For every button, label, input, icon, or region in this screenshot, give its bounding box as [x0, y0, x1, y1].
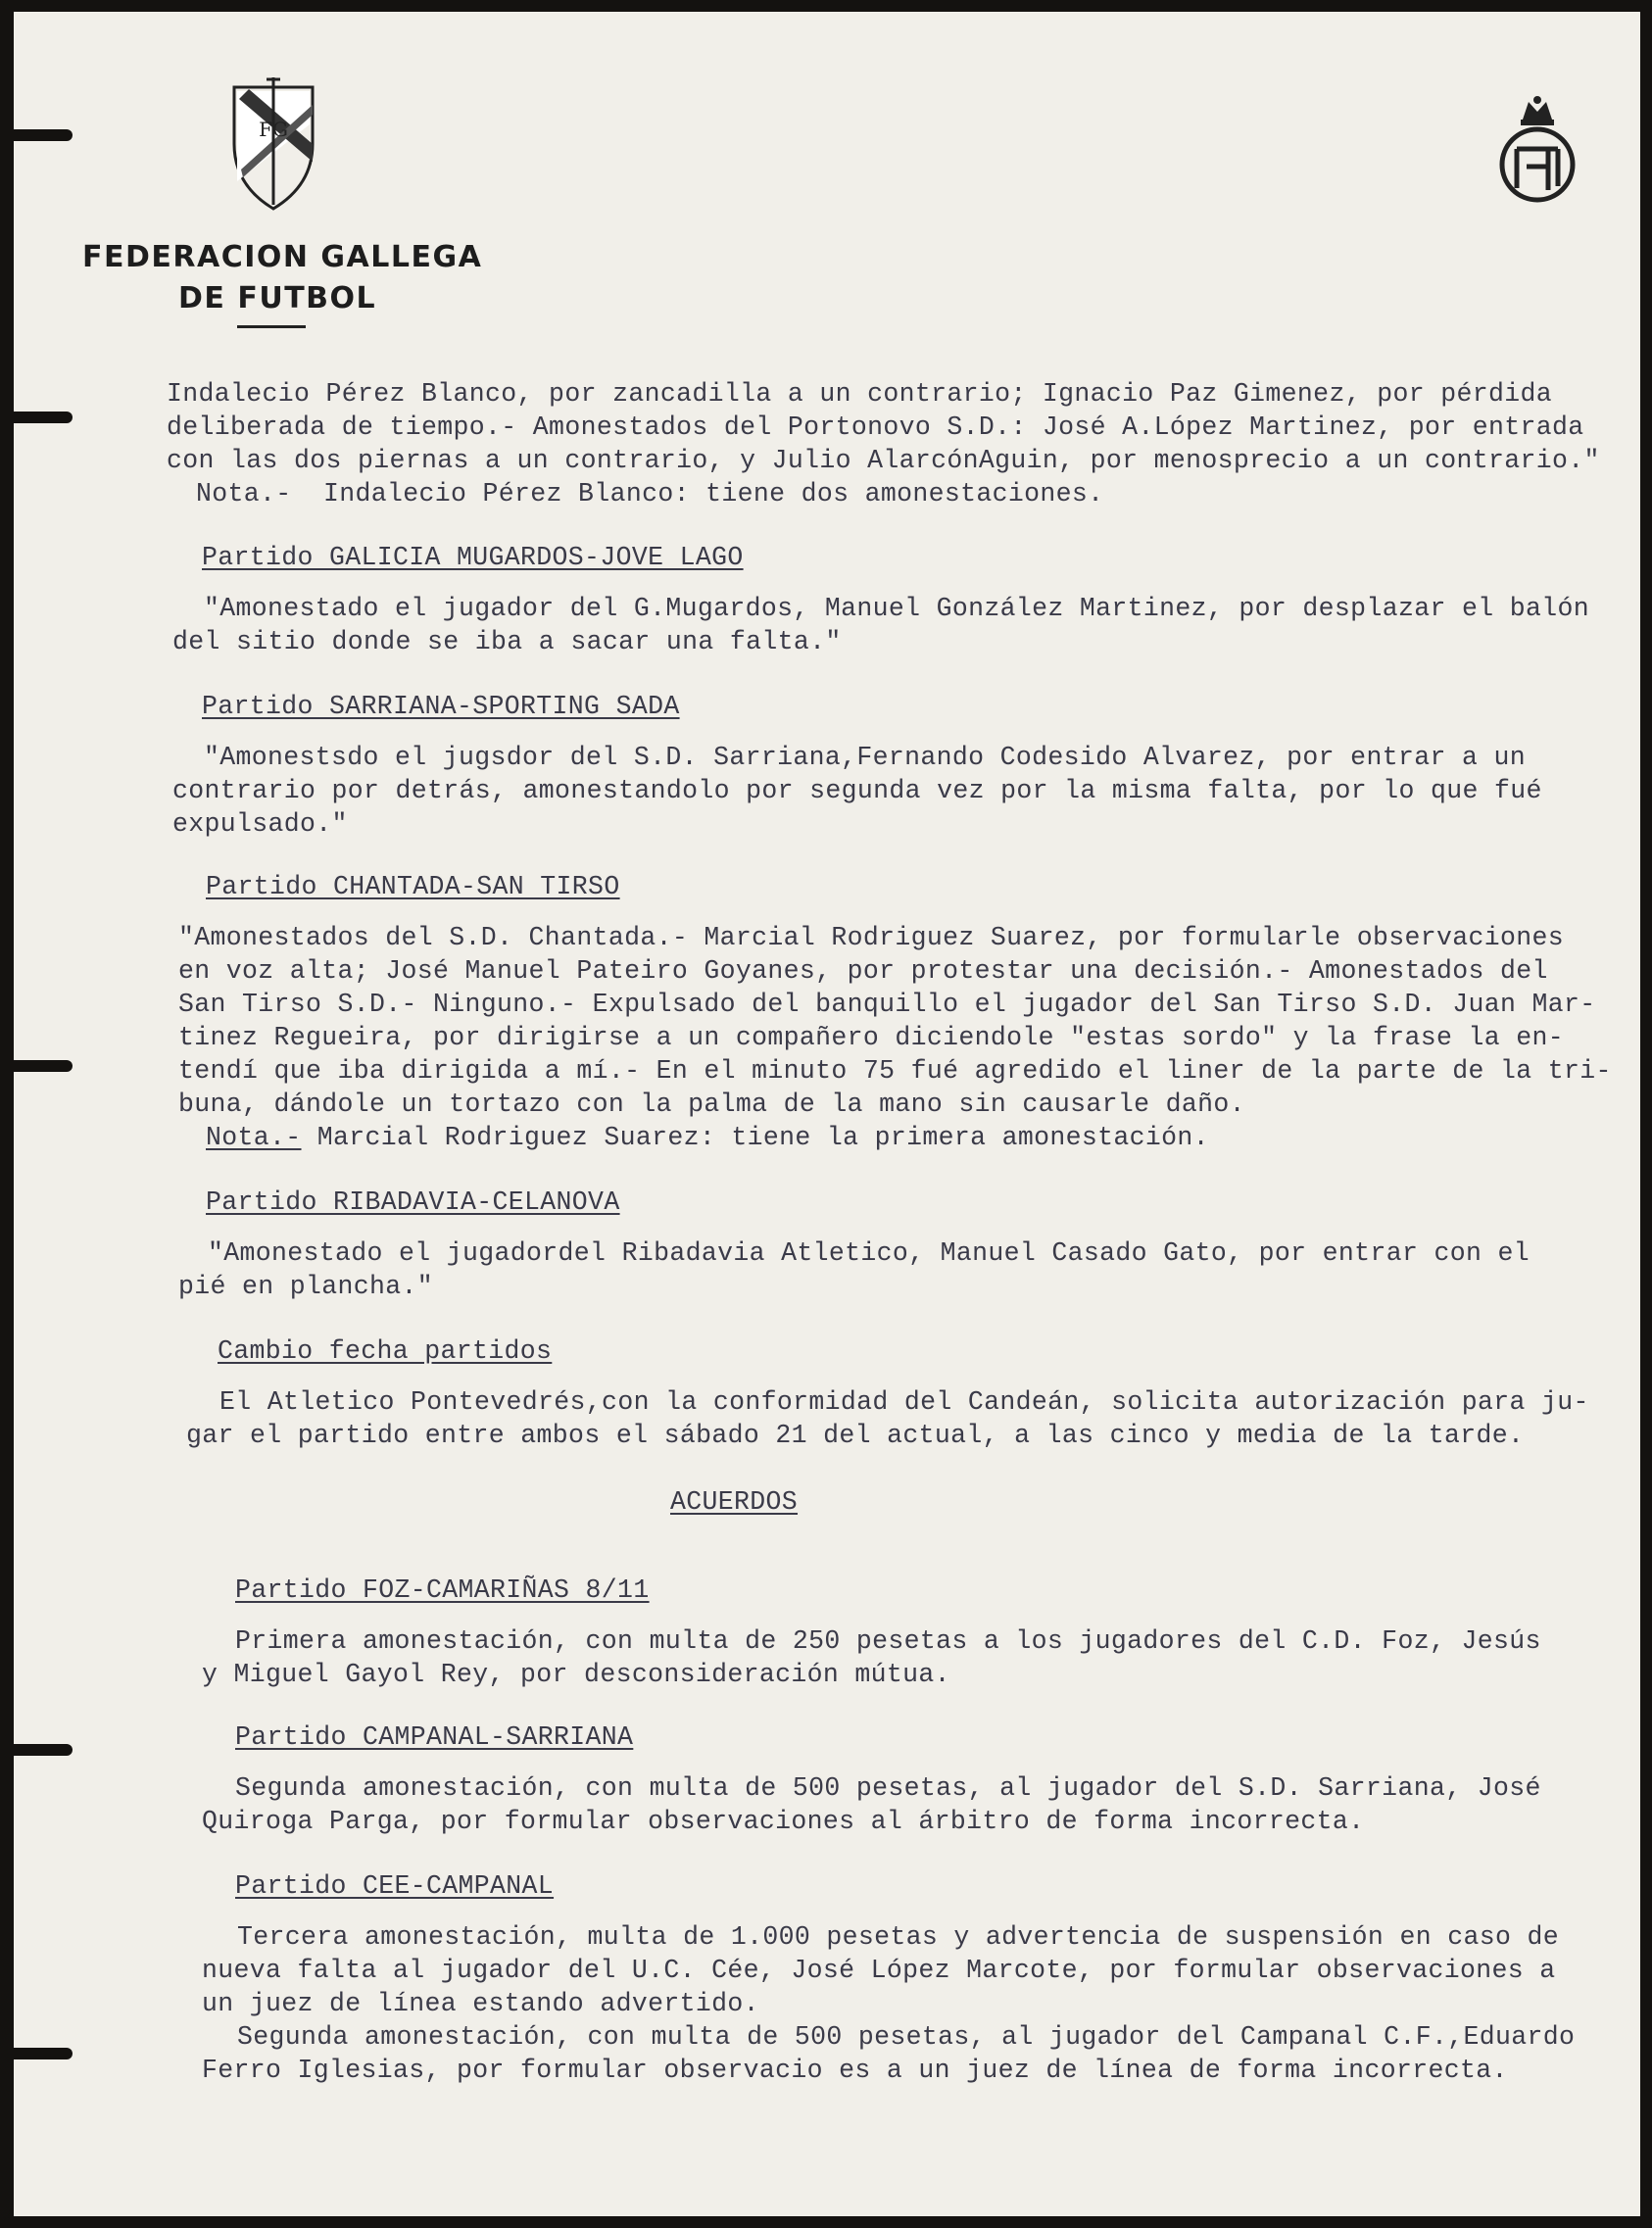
org-line-2: DE FUTBOL [178, 281, 377, 315]
body-line: "Amonestado el jugadordel Ribadavia Atletico, Manuel Casado Gato, por entrar con el [208, 1238, 1530, 1268]
match-heading: Partido GALICIA MUGARDOS-JOVE LAGO [202, 543, 744, 572]
body-line: Segunda amonestación, con multa de 500 pesetas, al jugador del S.D. Sarriana, José [235, 1773, 1541, 1803]
body-line: Quiroga Parga, por formular observaciones al árbitro de forma incorrecta. [202, 1807, 1365, 1836]
body-line: "Amonestsdo el jugsdor del S.D. Sarriana,Fernando Codesido Alvarez, por entrar a un [204, 743, 1526, 772]
body-line: El Atletico Pontevedrés,con la conformidad del Candeán, solicita autorización para ju- [219, 1387, 1589, 1417]
body-line: tinez Regueira, por dirigirse a un compañero diciendole "estas sordo" y la frase la en- [178, 1023, 1564, 1052]
fgf-shield-crest-icon [229, 75, 317, 213]
note-line: Nota.- Indalecio Pérez Blanco: tiene dos amonestaciones. [196, 479, 1104, 509]
body-line: con las dos piernas a un contrario, y Julio AlarcónAguin, por menosprecio a un contrario." [167, 446, 1600, 475]
body-line: buna, dándole un tortazo con la palma de la mano sin causarle daño. [178, 1090, 1245, 1119]
match-heading: Partido SARRIANA-SPORTING SADA [202, 692, 680, 721]
body-line: "Amonestados del S.D. Chantada.- Marcial Rodriguez Suarez, por formularle observaciones [178, 923, 1564, 952]
match-heading: Partido CAMPANAL-SARRIANA [235, 1722, 634, 1752]
note-line [206, 1123, 1209, 1152]
org-underline [237, 325, 306, 328]
body-line: Segunda amonestación, con multa de 500 pesetas, al jugador del Campanal C.F.,Eduardo [237, 2022, 1576, 2052]
punch-hole [14, 1060, 73, 1072]
org-line-1: FEDERACION GALLEGA [82, 240, 483, 274]
section-heading: Cambio fecha partidos [218, 1336, 553, 1366]
body-line: tendí que iba dirigida a mí.- En el minuto 75 fué agredido el liner de la parte de la tri- [178, 1056, 1612, 1086]
note-label: Nota.- [206, 1123, 302, 1152]
rfef-crown-crest-icon [1493, 92, 1581, 210]
svg-text:FG: FG [259, 118, 288, 141]
match-heading: Partido CHANTADA-SAN TIRSO [206, 872, 620, 901]
body-line: del sitio donde se iba a sacar una falta." [172, 627, 842, 656]
match-heading: Partido FOZ-CAMARIÑAS 8/11 [235, 1575, 650, 1605]
body-line: Ferro Iglesias, por formular observacio es a un juez de línea de forma incorrecta. [202, 2056, 1508, 2085]
body-line: Primera amonestación, con multa de 250 pesetas a los jugadores del C.D. Foz, Jesús [235, 1626, 1541, 1656]
body-line: un juez de línea estando advertido. [202, 1989, 759, 2018]
body-line: en voz alta; José Manuel Pateiro Goyanes, por protestar una decisión.- Amonestados del [178, 956, 1548, 986]
body-line: nueva falta al jugador del U.C. Cée, José López Marcote, por formular observaciones a [202, 1956, 1556, 1985]
note-text: Marcial Rodriguez Suarez: tiene la primera amonestación. [301, 1123, 1209, 1152]
body-line: pié en plancha." [178, 1272, 434, 1301]
match-heading: Partido RIBADAVIA-CELANOVA [206, 1187, 620, 1217]
document-page [14, 12, 1640, 2216]
body-line: San Tirso S.D.- Ninguno.- Expulsado del banquillo el jugador del San Tirso S.D. Juan Mar- [178, 990, 1596, 1019]
body-line: "Amonestado el jugador del G.Mugardos, Manuel González Martinez, por desplazar el balón [204, 594, 1589, 623]
punch-hole [14, 1744, 73, 1756]
match-heading: Partido CEE-CAMPANAL [235, 1871, 555, 1901]
acuerdos-heading: ACUERDOS [670, 1487, 799, 1517]
punch-hole [14, 412, 73, 423]
body-line: contrario por detrás, amonestandolo por segunda vez por la misma falta, por lo que fué [172, 776, 1542, 805]
body-line: deliberada de tiempo.- Amonestados del Portonovo S.D.: José A.López Martinez, por entrada [167, 412, 1584, 442]
body-line: y Miguel Gayol Rey, por desconsideración mútua. [202, 1660, 950, 1689]
body-line: expulsado." [172, 809, 348, 839]
body-line: Tercera amonestación, multa de 1.000 pesetas y advertencia de suspensión en caso de [237, 1922, 1559, 1952]
punch-hole [14, 129, 73, 141]
body-line: Indalecio Pérez Blanco, por zancadilla a un contrario; Ignacio Paz Gimenez, por pérdida [167, 379, 1552, 409]
body-line: gar el partido entre ambos el sábado 21 del actual, a las cinco y media de la tarde. [186, 1421, 1525, 1450]
punch-hole [14, 2048, 73, 2059]
